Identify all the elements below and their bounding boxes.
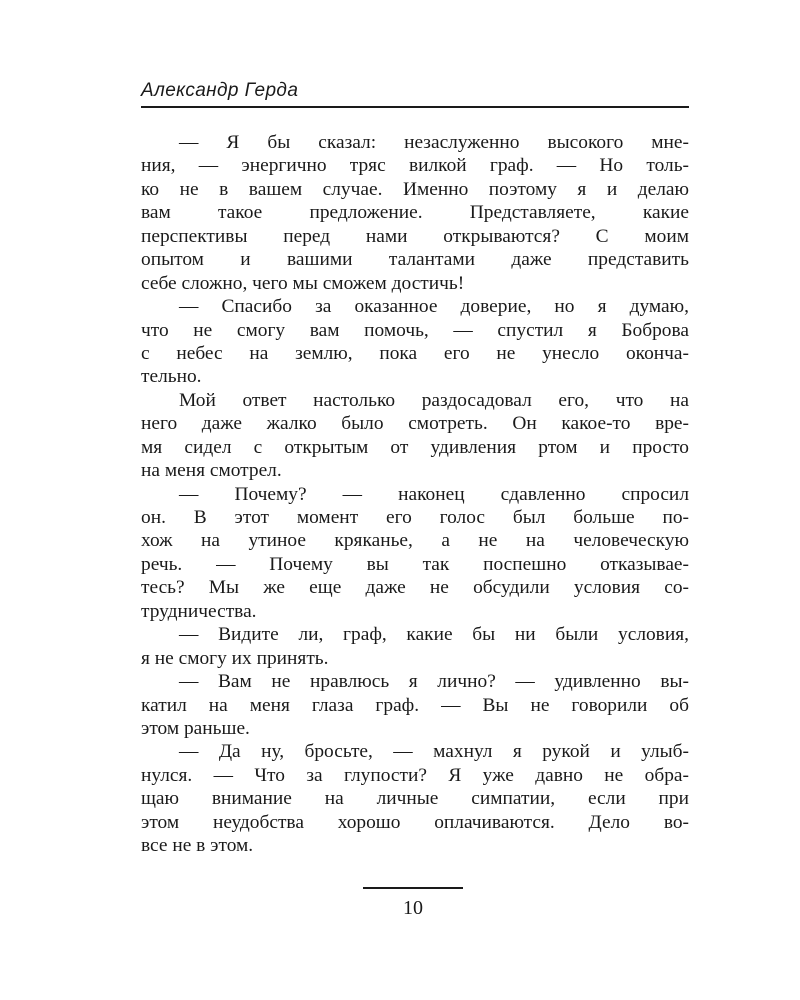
text-line: тельно. bbox=[141, 366, 202, 388]
page-number: 10 bbox=[403, 897, 423, 919]
text-line: он. В этот момент его голос был больше по- bbox=[141, 507, 689, 528]
text-line: — Да ну, бросьте, — махнул я рукой и улыб- bbox=[179, 741, 689, 763]
text-line: все не в этом. bbox=[141, 835, 254, 857]
text-line: речь. — Почему вы так поспешно отказывае- bbox=[141, 553, 689, 575]
text-line: тесь? Мы же еще даже не обсудили условия со- bbox=[141, 577, 689, 599]
text-line: я не смогу их принять. bbox=[141, 647, 329, 669]
text-line: что не смогу вам помочь, — спустил я Боброва bbox=[141, 319, 689, 341]
text-line: ко не в вашем случае. Именно поэтому я и делаю bbox=[141, 178, 689, 200]
text-line: опытом и вашими талантами даже представить bbox=[141, 249, 689, 271]
text-line: катил на меня глаза граф. — Вы не говорили об bbox=[141, 694, 689, 716]
text-line: ния, — энергично тряс вилкой граф. — Но толь- bbox=[141, 155, 689, 177]
text-line: — Я бы сказал: незаслуженно высокого мне- bbox=[179, 132, 689, 153]
text-line: себе сложно, чего мы сможем достичь! bbox=[141, 272, 465, 294]
text-line: щаю внимание на личные симпатии, если при bbox=[141, 788, 689, 810]
text-line: трудничества. bbox=[141, 600, 257, 622]
text-line: — Спасибо за оказанное доверие, но я думаю, bbox=[179, 296, 689, 318]
text-line: Мой ответ настолько раздосадовал его, что на bbox=[179, 389, 689, 411]
text-line: мя сидел с открытым от удивления ртом и просто bbox=[141, 436, 689, 458]
text-line: на меня смотрел. bbox=[141, 460, 282, 482]
text-line: перспективы перед нами открываются? С моим bbox=[141, 225, 689, 247]
text-line: этом неудобства хорошо оплачиваются. Дело во- bbox=[141, 811, 689, 833]
text-line: хож на утиное кряканье, а не на человеческую bbox=[141, 530, 689, 552]
text-line: нулся. — Что за глупости? Я уже давно не обра- bbox=[141, 764, 689, 786]
text-line: этом раньше. bbox=[141, 717, 250, 739]
text-line: вам такое предложение. Представляете, какие bbox=[141, 202, 689, 224]
text-line: — Видите ли, граф, какие бы ни были условия, bbox=[179, 624, 689, 646]
text-line: — Вам не нравлюсь я лично? — удивленно вы- bbox=[179, 671, 689, 693]
running-head bbox=[141, 78, 689, 108]
page-number-rule bbox=[363, 887, 463, 889]
text-line: него даже жалко было смотреть. Он какое-то вре- bbox=[141, 413, 689, 435]
text-line: — Почему? — наконец сдавленно спросил bbox=[179, 483, 689, 505]
running-head-title: Александр Герда bbox=[141, 80, 299, 101]
text-line: с небес на землю, пока его не унесло оконча- bbox=[141, 342, 689, 364]
body-text bbox=[141, 131, 689, 858]
